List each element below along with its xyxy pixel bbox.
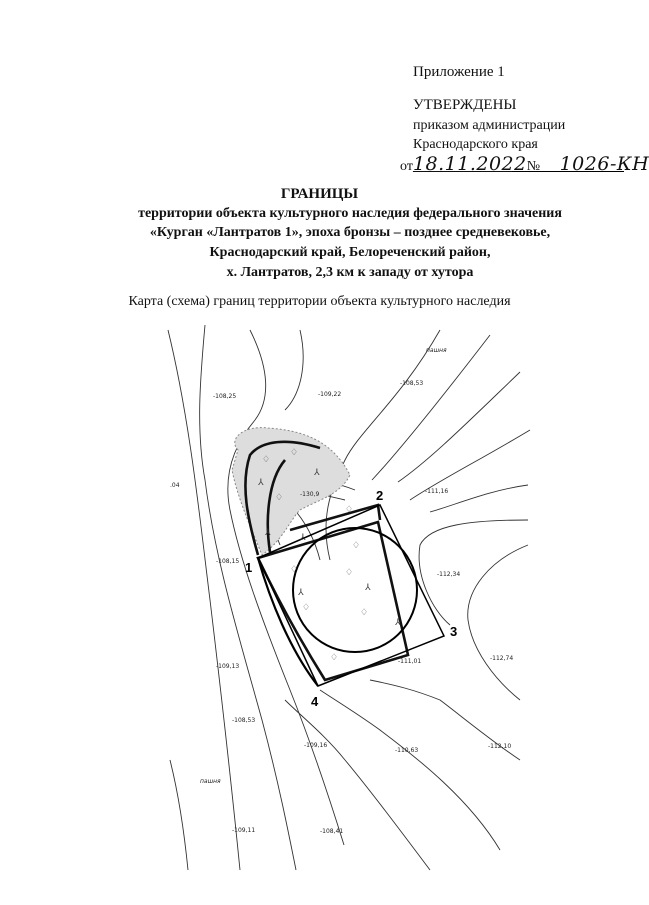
contour-line <box>285 330 303 410</box>
edge-mark: .04 <box>170 482 180 489</box>
subtitle-line-1: территории объекта культурного наследия федерального значения <box>138 206 562 221</box>
tree-symbol: ⅄ <box>265 528 271 538</box>
tree-symbol: ♢ <box>262 455 271 465</box>
boundary-point-3: 3 <box>450 624 458 639</box>
tree-symbol: ♢ <box>360 608 369 618</box>
document-title: ГРАНИЦЫ <box>280 186 359 202</box>
elevation-label: -108,53 <box>400 380 424 387</box>
elevation-label: -108,41 <box>320 828 344 835</box>
elevation-label: -109,11 <box>232 827 256 834</box>
subtitle-line-2: «Курган «Лантратов 1», эпоха бронзы – позднее средневековье, <box>149 225 551 240</box>
contour-line <box>398 372 520 482</box>
tree-symbol: ⅄ <box>365 583 371 593</box>
tree-symbol: ♢ <box>290 565 299 575</box>
contour-lines <box>168 325 530 870</box>
tree-symbol: ♢ <box>290 448 299 458</box>
contour-line <box>200 325 299 870</box>
contour-line <box>285 700 430 870</box>
boundary-map <box>0 300 639 905</box>
tree-symbol: ⅄ <box>258 478 264 488</box>
contour-line <box>468 545 528 700</box>
elevation-label: -111,16 <box>425 488 449 495</box>
boundary-point-1: 1 <box>245 560 253 575</box>
contour-line <box>320 690 500 850</box>
elevation-label: -112,10 <box>488 743 512 750</box>
order-line-2: Краснодарского края <box>413 137 538 152</box>
order-number: 1026-КН <box>559 153 649 175</box>
boundary-point-4: 4 <box>311 694 319 709</box>
elevation-label: -130,9 <box>300 491 320 498</box>
elevation-label: -108,15 <box>216 558 240 565</box>
boundary-point-2: 2 <box>376 488 384 503</box>
order-number-label: № <box>526 159 541 174</box>
contour-line <box>170 760 188 870</box>
elevation-label: -109,16 <box>304 742 328 749</box>
tree-symbol: ⅄ <box>298 588 304 598</box>
elevation-label: -112,74 <box>490 655 514 662</box>
tree-symbol: ♢ <box>330 653 339 663</box>
elevation-label: -108,25 <box>213 393 237 400</box>
elevation-label: -111,01 <box>398 658 422 665</box>
elevation-label: -112,34 <box>437 571 461 578</box>
order-underline <box>512 171 624 172</box>
order-date: 18.11.2022 <box>412 153 527 175</box>
approved-label: УТВЕРЖДЕНЫ <box>413 97 517 113</box>
tree-symbol: ⅄ <box>314 468 320 478</box>
elevation-label: -108,53 <box>232 717 256 724</box>
tree-symbol: ♢ <box>275 493 284 503</box>
tree-symbol: ⅄ <box>300 533 306 543</box>
contour-line <box>372 335 490 480</box>
appendix-label: Приложение 1 <box>413 64 505 80</box>
elevation-label: -109,13 <box>216 663 240 670</box>
subtitle-line-3: Краснодарский край, Белореченский район, <box>209 245 491 260</box>
elevation-label: -109,22 <box>318 391 342 398</box>
tree-symbol: ♢ <box>302 603 311 613</box>
contour-line <box>419 520 528 625</box>
order-prefix: от <box>400 159 413 174</box>
subtitle-line-4: х. Лантратов, 2,3 км к западу от хутора <box>226 265 474 280</box>
order-line-1: приказом администрации <box>413 118 566 133</box>
tree-symbol: ⅄ <box>395 618 401 628</box>
tree-symbol: ♢ <box>345 505 354 515</box>
map-caption: Карта (схема) границ территории объекта культурного наследия <box>128 294 511 309</box>
tree-symbol: ♢ <box>345 568 354 578</box>
terrain-label: пашня <box>426 347 447 354</box>
contour-line <box>228 330 344 845</box>
contour-line <box>326 330 440 560</box>
tree-symbol: ♢ <box>352 541 361 551</box>
order-line-3 <box>400 153 649 175</box>
terrain-label: пашня <box>200 778 221 785</box>
elevation-label: -110,63 <box>395 747 419 754</box>
